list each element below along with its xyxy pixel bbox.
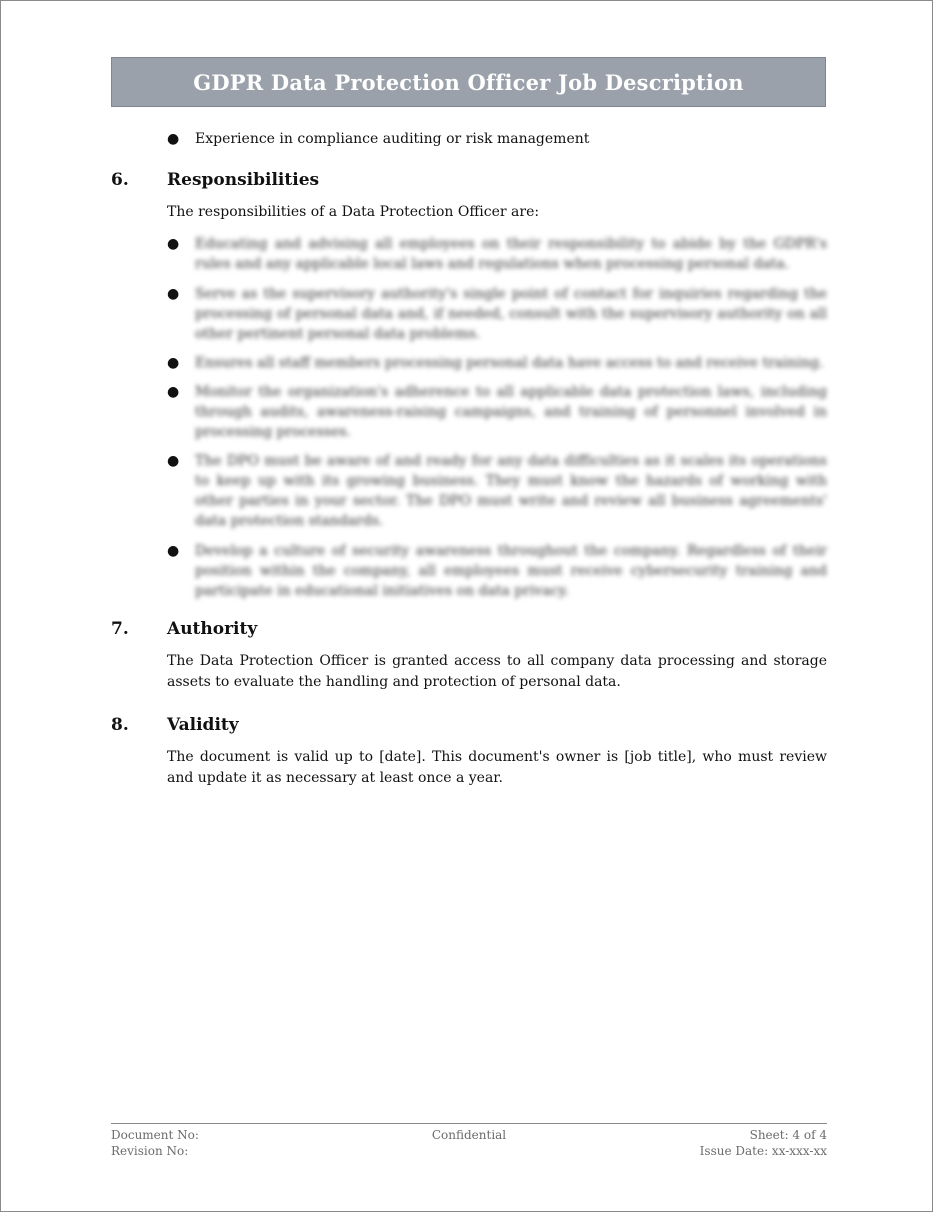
bullet-icon: ● (167, 543, 180, 559)
section-number: 6. (111, 170, 129, 190)
footer-document-no: Document No: (111, 1128, 199, 1142)
section-intro: The responsibilities of a Data Protection Officer are: (167, 204, 540, 220)
bullet-icon: ● (167, 236, 180, 252)
bullet-icon: ● (167, 131, 180, 147)
list-item: ● The DPO must be aware of and ready for any data difficulties as it scales its operations to keep up with its growing business. They must know the hazards of working with other parties in your sector. The DPO must write and review all business agreements' data protection standards. (167, 453, 827, 529)
list-item: ● Educating and advising all employees on their responsibility to abide by the GDPR's rules and any applicable local laws and regulations when processing personal data. (167, 236, 827, 272)
footer-sheet: Sheet: 4 of 4 (749, 1128, 827, 1142)
validity-text: The document is valid up to [date]. This document's owner is [job title], who must review and update it as necessary at least once a year. (167, 749, 827, 786)
document-title: GDPR Data Protection Officer Job Description (193, 69, 744, 95)
footer-issue-date: Issue Date: xx-xxx-xx (699, 1144, 827, 1158)
bullet-icon: ● (167, 384, 180, 400)
document-title-banner (111, 57, 826, 107)
list-item: ● Ensures all staff members processing personal data have access to and receive training. (167, 355, 824, 371)
footer-revision-no: Revision No: (111, 1144, 189, 1158)
footer-confidential: Confidential (431, 1128, 507, 1142)
section-number: 8. (111, 715, 129, 735)
bullet-icon: ● (167, 355, 180, 371)
footer-divider (111, 1123, 827, 1124)
list-item: ● Develop a culture of security awareness throughout the company. Regardless of their position within the company, all employees must receive cybersecurity training and participate in educational initiatives on data privacy. (167, 543, 827, 599)
section-heading-validity: Validity (167, 715, 239, 735)
section-heading-authority: Authority (167, 619, 258, 639)
bullet-icon: ● (167, 286, 180, 302)
section-heading-responsibilities: Responsibilities (167, 170, 320, 190)
bullet-icon: ● (167, 453, 180, 469)
authority-text: The Data Protection Officer is granted access to all company data processing and storage assets to evaluate the handling and protection of personal data. (167, 653, 827, 690)
section-number: 7. (111, 619, 129, 639)
list-item: ● Serve as the supervisory authority's single point of contact for inquiries regarding the processing of personal data and, if needed, consult with the supervisory authority on all other pertinent personal data problems. (167, 286, 827, 342)
list-item: ● Experience in compliance auditing or risk management (167, 131, 590, 147)
list-item: ● Monitor the organization's adherence to all applicable data protection laws, including through audits, awareness-raising campaigns, and training of personnel involved in processing processes. (167, 384, 827, 440)
